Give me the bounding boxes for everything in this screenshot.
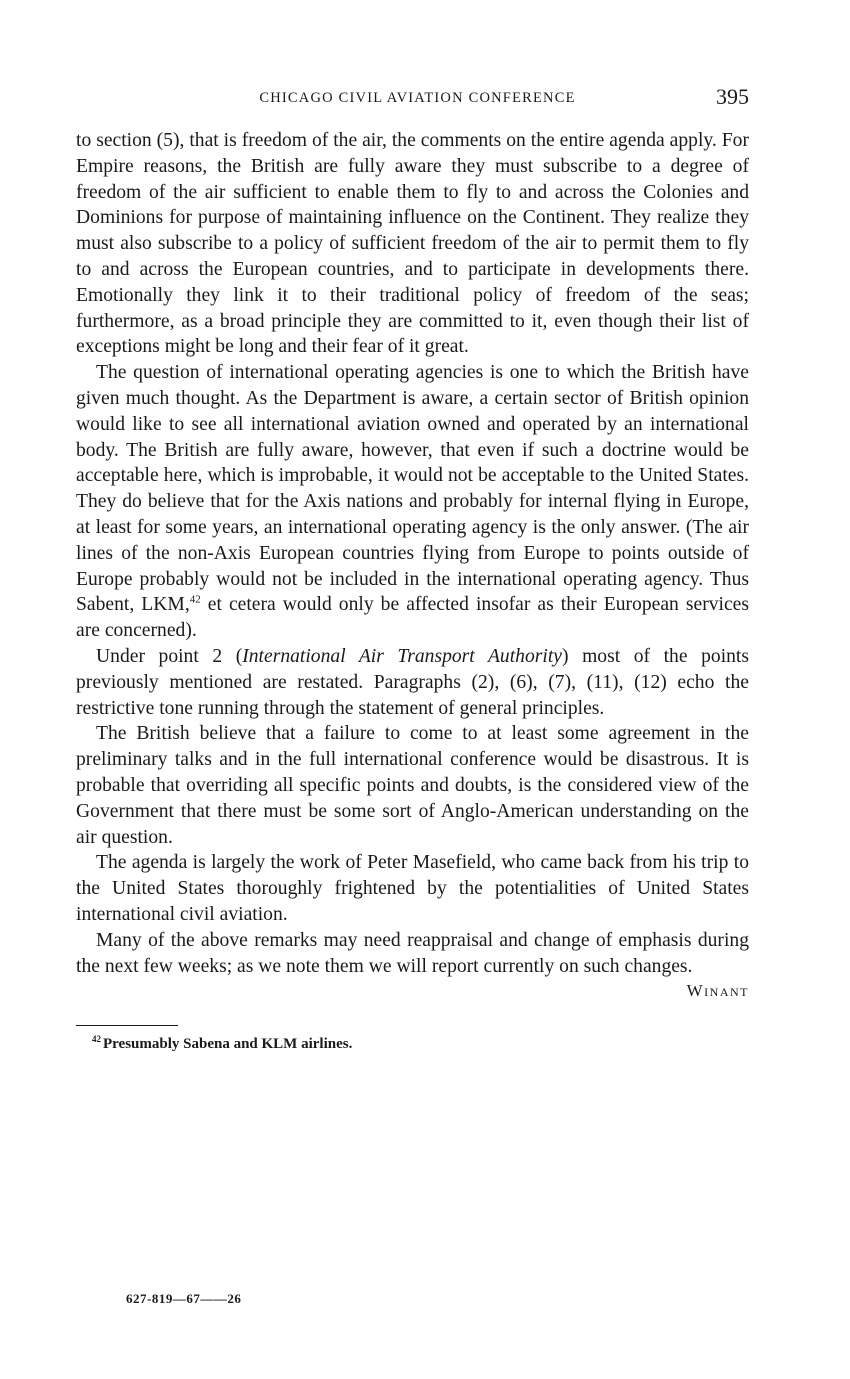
print-code: 627-819—67——26 <box>126 1291 242 1306</box>
paragraph-text: The question of international operating agencies is one to which the British have given much thought. As the Department is aware, a certain sector of British opinion would like to see all international aviation owned and operated by an international body. The British are fully aware, however, that even if such a doctrine would be acceptable here, which is improbable, it would not be acceptable to the United States. They do believe that for the Axis nations and probably for internal flying in Europe, at least for some years, an international operating agency is the only answer. (The air lines of the non-Axis European countries flying from Europe to points outside of Europe probably would not be included in the international operating agency. Thus Sabent, LKM, <box>76 362 749 616</box>
paragraph-reappraisal: Many of the above remarks may need reappraisal and change of emphasis during the next few weeks; as we note them we will report currently on such changes. <box>76 929 749 977</box>
paragraph-text: et cetera would only be affected insofar as their European services are concerned). <box>76 594 749 642</box>
running-title: CHICAGO CIVIL AVIATION CONFERENCE <box>259 90 576 106</box>
footnote-divider <box>76 1025 178 1026</box>
paragraph-continuation: to section (5), that is freedom of the air, the comments on the entire agenda apply. For Empire reasons, the British are fully aware they must subscribe to a degree of freedom of the air sufficient to enable them to fly to and across the Colonies and Dominions for purpose of maintaining influence on the Continent. They realize they must also subscribe to a policy of sufficient freedom of the air to permit them to fly to and across the European countries, and to participate in developments there. Emotionally they link it to their traditional policy of freedom of the seas; furthermore, as a broad principle they are committed to it, even though their list of exceptions might be long and their fear of it great. <box>76 130 749 358</box>
paragraph-point-2 <box>76 644 749 721</box>
footnote-text: Presumably Sabena and KLM airlines. <box>103 1036 353 1053</box>
paragraph-text: ) most of the points previously mentioned are restated. Paragraphs (2), (6), (7), (11), (12) echo the restrictive tone running through the statement of general principles. <box>76 645 750 719</box>
page-number: 395 <box>716 84 749 109</box>
footnote <box>76 1036 749 1053</box>
footnote-mark: 42 <box>92 1034 101 1045</box>
paragraph-text: Under point 2 ( <box>96 645 243 667</box>
paragraph-masefield: The agenda is largely the work of Peter Masefield, who came back from his trip to the United States thoroughly frightened by the potentialities of United States international civil aviation. <box>76 852 749 925</box>
italic-title: International Air Transport Authority <box>242 645 562 667</box>
footnote-reference: 42 <box>189 593 201 606</box>
paragraph-operating-agencies <box>76 360 749 644</box>
page <box>76 84 749 1053</box>
body-text <box>76 128 749 1001</box>
paragraph-agreement: The British believe that a failure to come to at least some agreement in the preliminary talks and in the full international conference would be disastrous. It is probable that overriding all specific points and doubts, is the considered view of the Government that there must be some sort of Anglo-American understanding on the air question. <box>76 723 749 848</box>
running-head <box>76 84 749 116</box>
signature: Winant <box>686 981 749 1001</box>
